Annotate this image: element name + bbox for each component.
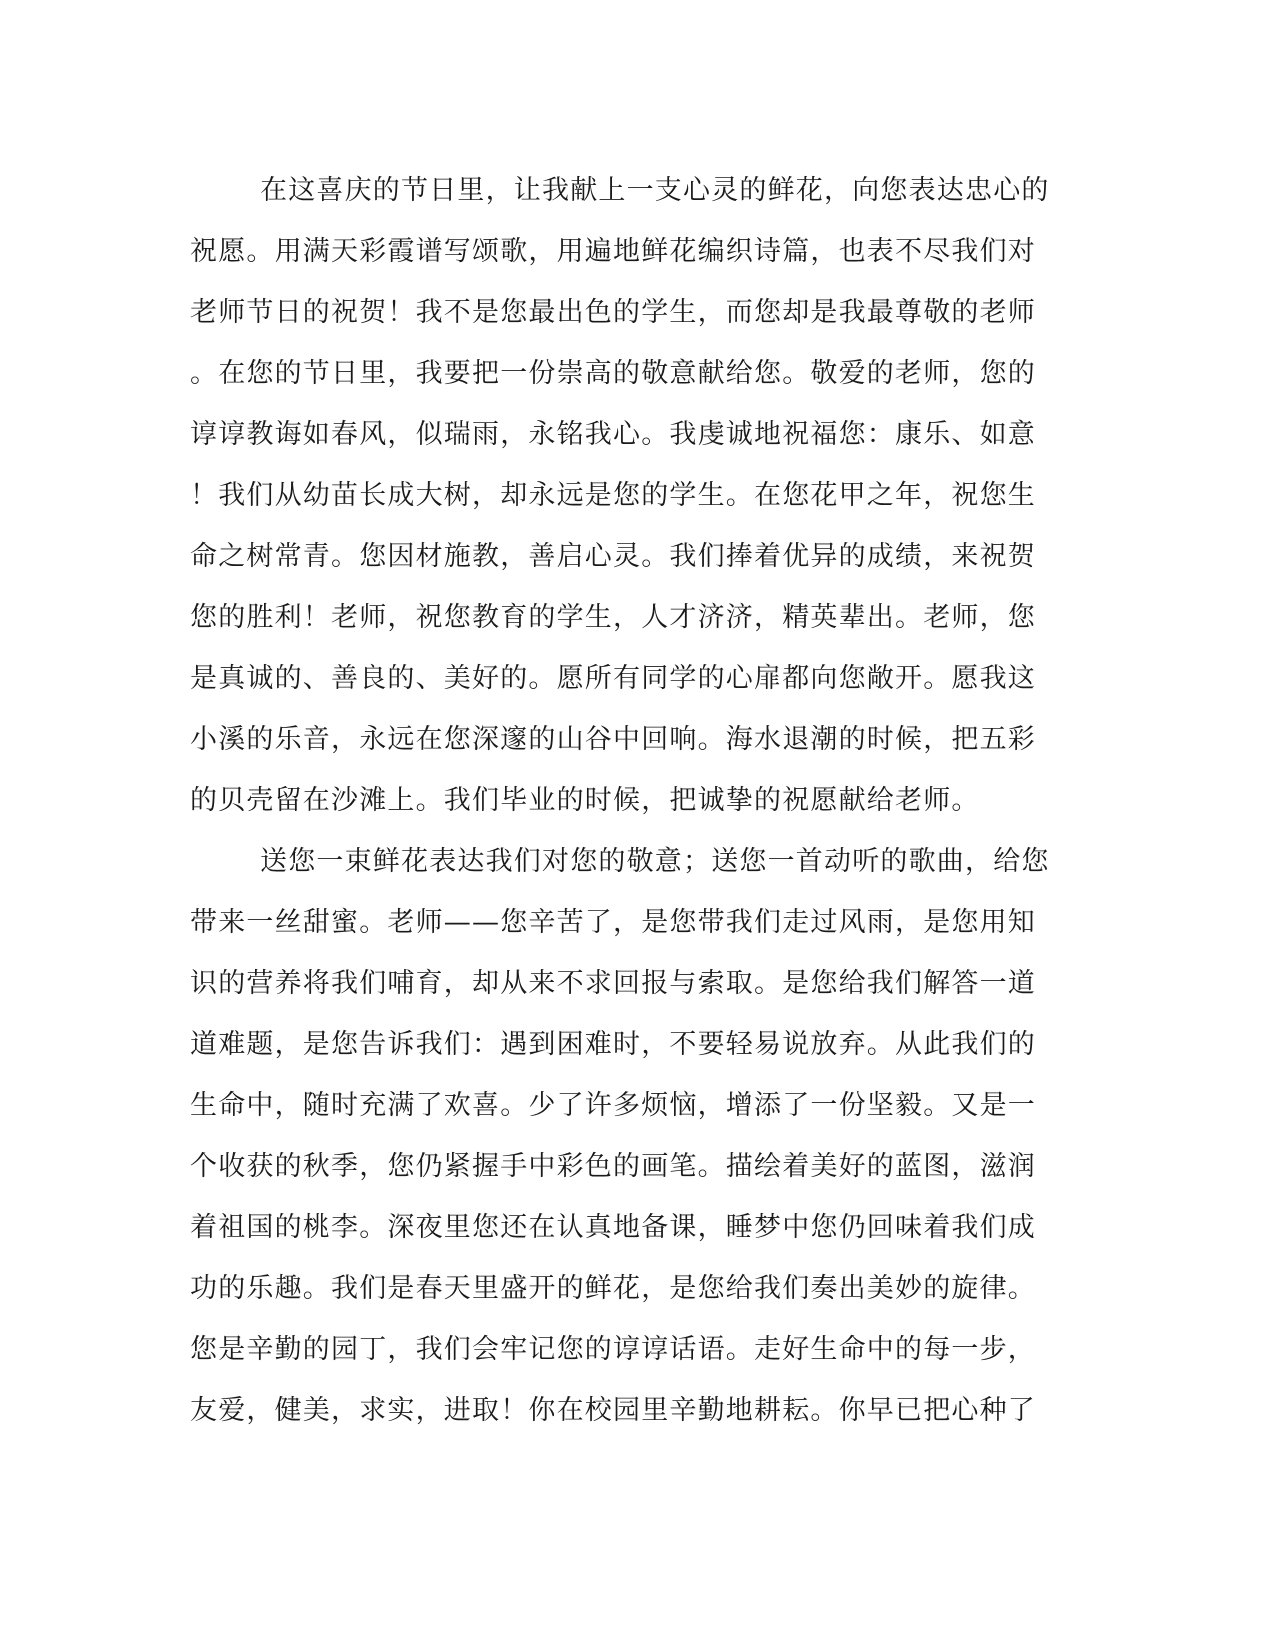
- paragraph-line: 命之树常青。您因材施教，善启心灵。我们捧着优异的成绩，来祝贺: [190, 541, 1036, 572]
- paragraph-line: 生命中，随时充满了欢喜。少了许多烦恼，增添了一份坚毅。又是一: [190, 1090, 1036, 1121]
- paragraph-line: 着祖国的桃李。深夜里您还在认真地备课，睡梦中您仍回味着我们成: [190, 1212, 1036, 1243]
- paragraph-line: 老师节日的祝贺！我不是您最出色的学生，而您却是我最尊敬的老师: [190, 297, 1036, 328]
- paragraph-line: 送您一束鲜花表达我们对您的敬意；送您一首动听的歌曲，给您: [260, 846, 1050, 877]
- paragraph-line: 谆谆教诲如春风，似瑞雨，永铭我心。我虔诚地祝福您：康乐、如意: [190, 419, 1036, 450]
- paragraph-line: 。在您的节日里，我要把一份崇高的敬意献给您。敬爱的老师，您的: [190, 358, 1036, 389]
- paragraph-line: 功的乐趣。我们是春天里盛开的鲜花，是您给我们奏出美妙的旋律。: [190, 1273, 1036, 1304]
- paragraph-line: 道难题，是您告诉我们：遇到困难时，不要轻易说放弃。从此我们的: [190, 1029, 1036, 1060]
- paragraph-line: 祝愿。用满天彩霞谱写颂歌，用遍地鲜花编织诗篇，也表不尽我们对: [190, 236, 1036, 267]
- paragraph-line: 您是辛勤的园丁，我们会牢记您的谆谆话语。走好生命中的每一步，: [190, 1334, 1036, 1365]
- paragraph-1: [190, 160, 1070, 831]
- paragraph-2: [190, 831, 1070, 1441]
- paragraph-line: 是真诚的、善良的、美好的。愿所有同学的心扉都向您敞开。愿我这: [190, 663, 1036, 694]
- paragraph-line: 在这喜庆的节日里，让我献上一支心灵的鲜花，向您表达忠心的: [260, 175, 1050, 206]
- paragraph-line: 友爱，健美，求实，进取！你在校园里辛勤地耕耘。你早已把心种了: [190, 1395, 1036, 1426]
- paragraph-line: 带来一丝甜蜜。老师——您辛苦了，是您带我们走过风雨，是您用知: [190, 907, 1036, 938]
- paragraph-line: 识的营养将我们哺育，却从来不求回报与索取。是您给我们解答一道: [190, 968, 1036, 999]
- paragraph-line: 您的胜利！老师，祝您教育的学生，人才济济，精英辈出。老师，您: [190, 602, 1036, 633]
- paragraph-line: 个收获的秋季，您仍紧握手中彩色的画笔。描绘着美好的蓝图，滋润: [190, 1151, 1036, 1182]
- paragraph-line: ！我们从幼苗长成大树，却永远是您的学生。在您花甲之年，祝您生: [190, 480, 1036, 511]
- paragraph-line: 小溪的乐音，永远在您深邃的山谷中回响。海水退潮的时候，把五彩: [190, 724, 1036, 755]
- document-body: [190, 160, 1070, 1441]
- paragraph-line: 的贝壳留在沙滩上。我们毕业的时候，把诚挚的祝愿献给老师。: [190, 785, 980, 816]
